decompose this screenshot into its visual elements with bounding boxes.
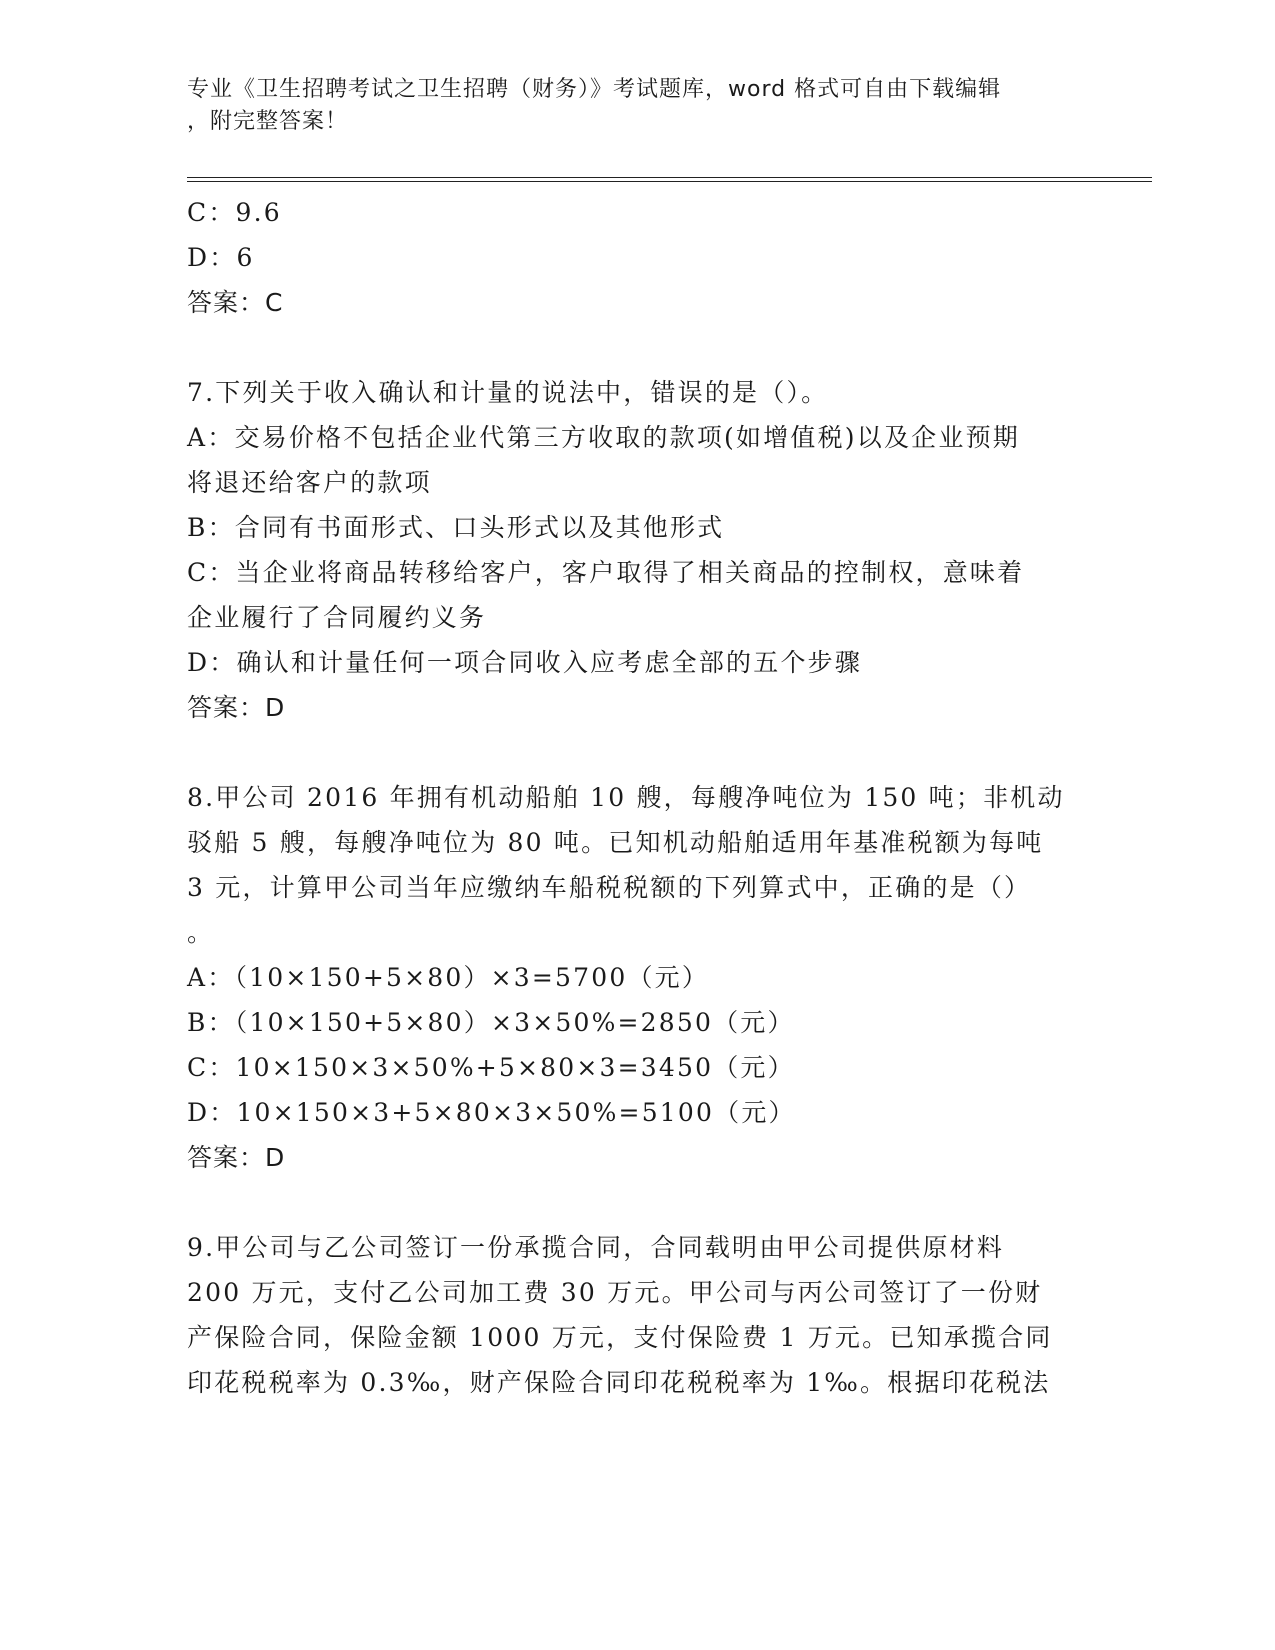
q7-option-d: D：确认和计量任何一项合同收入应考虑全部的五个步骤 <box>187 648 863 677</box>
q7-option-c-line1: C：当企业将商品转移给客户，客户取得了相关商品的控制权，意味着 <box>187 558 1025 587</box>
document-header: 专业《卫生招聘考试之卫生招聘（财务）》考试题库，word 格式可自由下载编辑 ，附完整答案！ <box>187 77 1002 134</box>
question-9 <box>187 1225 1067 1405</box>
q7-stem: 7.下列关于收入确认和计量的说法中，错误的是（）。 <box>187 378 829 407</box>
header-divider-top <box>187 177 1152 178</box>
question-8 <box>187 775 1067 1180</box>
q8-answer: 答案：D <box>187 1143 286 1172</box>
spacer <box>187 730 1067 775</box>
q6-option-d: D：6 <box>187 243 255 272</box>
q7-option-a-line1: A：交易价格不包括企业代第三方收取的款项(如增值税)以及企业预期 <box>187 423 1020 452</box>
question-6 <box>187 190 1067 325</box>
q7-answer: 答案：D <box>187 693 286 722</box>
question-list <box>187 190 1067 1405</box>
question-7 <box>187 370 1067 730</box>
q8-stem-line1: 8.甲公司 2016 年拥有机动船舶 10 艘，每艘净吨位为 150 吨；非机动 <box>187 783 1065 812</box>
q8-option-c: C：10×150×3×50%+5×80×3=3450（元） <box>187 1053 795 1082</box>
q7-option-c-line2: 企业履行了合同履约义务 <box>187 603 487 632</box>
q9-stem-line4: 印花税税率为 0.3‰，财产保险合同印花税税率为 1‰。根据印花税法 <box>187 1368 1051 1397</box>
q7-option-b: B：合同有书面形式、口头形式以及其他形式 <box>187 513 725 542</box>
q8-option-b: B：（10×150+5×80）×3×50%=2850（元） <box>187 1008 795 1037</box>
q8-stem-line4: 。 <box>187 918 215 947</box>
q9-stem-line3: 产保险合同，保险金额 1000 万元，支付保险费 1 万元。已知承揽合同 <box>187 1323 1053 1352</box>
q8-option-d: D：10×150×3+5×80×3×50%=5100（元） <box>187 1098 796 1127</box>
q9-stem-line1: 9.甲公司与乙公司签订一份承揽合同，合同载明由甲公司提供原材料 <box>187 1233 1005 1262</box>
q8-stem-line3: 3 元，计算甲公司当年应缴纳车船税税额的下列算式中，正确的是（） <box>187 873 1032 902</box>
q8-stem-line2: 驳船 5 艘，每艘净吨位为 80 吨。已知机动船舶适用年基准税额为每吨 <box>187 828 1044 857</box>
q6-answer: 答案：C <box>187 288 284 317</box>
q8-option-a: A：（10×150+5×80）×3=5700（元） <box>187 963 710 992</box>
spacer <box>187 325 1067 370</box>
spacer <box>187 1180 1067 1225</box>
q9-stem-line2: 200 万元，支付乙公司加工费 30 万元。甲公司与丙公司签订了一份财 <box>187 1278 1043 1307</box>
header-divider-bottom <box>187 181 1152 182</box>
q7-option-a-line2: 将退还给客户的款项 <box>187 468 432 497</box>
q6-option-c: C：9.6 <box>187 198 282 227</box>
